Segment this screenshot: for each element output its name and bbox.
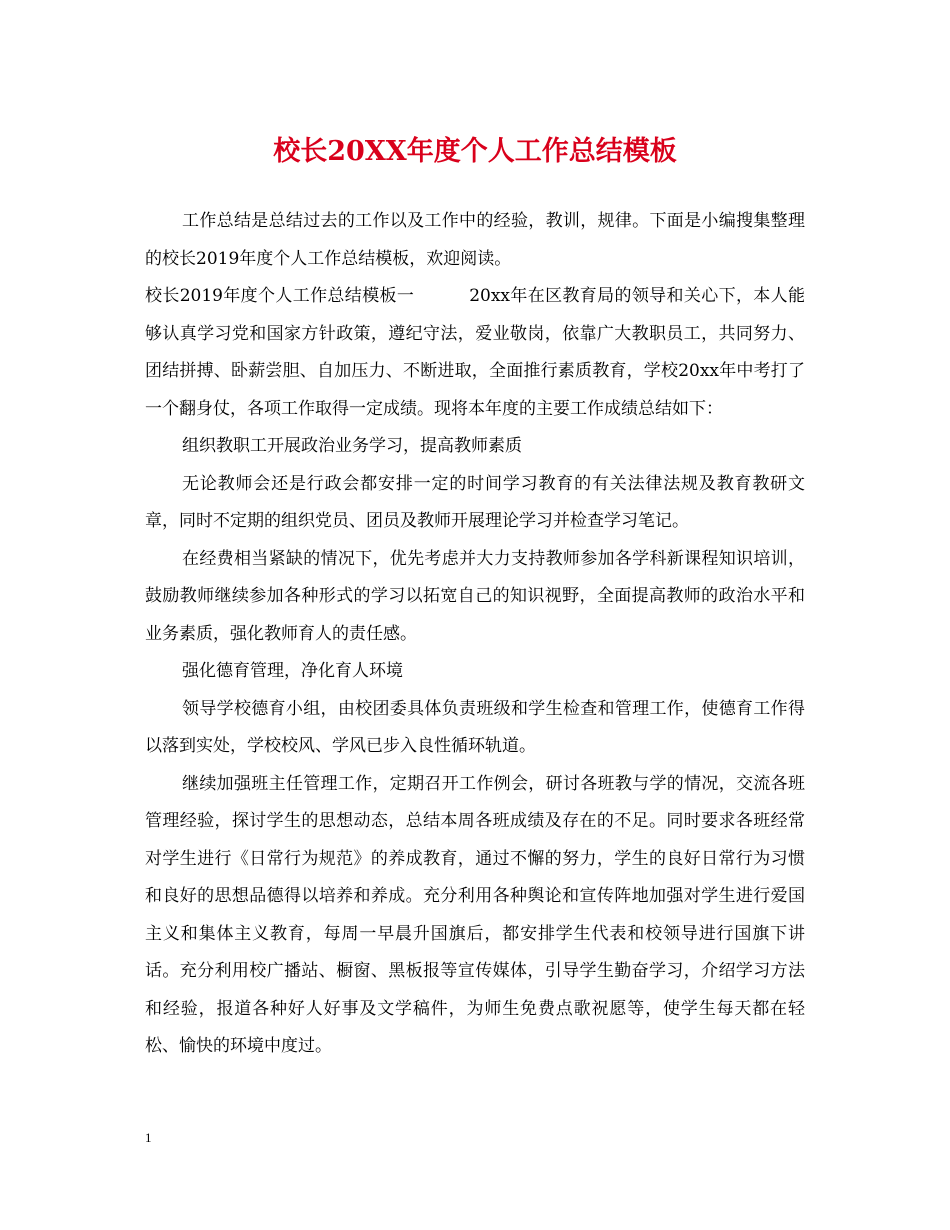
section-heading: 校长2019年度个人工作总结模板一 xyxy=(145,286,415,306)
page-number: 1 xyxy=(145,1130,152,1145)
paragraph-2: 在经费相当紧缺的情况下，优先考虑并大力支持教师参加各学科新课程知识培训，鼓励教师继续参加各种形式的学习以拓宽自己的知识视野，全面提高教师的政治水平和业务素质，强化教师育人的责任感。 xyxy=(145,548,805,644)
section-lead-text: 20xx年在区教育局的领导和关心下，本人能够认真学习党和国家方针政策，遵纪守法，爱业敬岗，依靠广大教职员工，共同努力、团结拼搏、卧薪尝胆、自加压力、不断进取，全面推行素质教育，学校20xx年中考打了一个翻身仗，各项工作取得一定成绩。现将本年度的主要工作成绩总结如下： xyxy=(145,286,805,419)
paragraph-4: 继续加强班主任管理工作，定期召开工作例会，研讨各班教与学的情况，交流各班管理经验，探讨学生的思想动态，总结本周各班成绩及存在的不足。同时要求各班经常对学生进行《日常行为规范》的养成教育，通过不懈的努力，学生的良好日常行为习惯和良好的思想品德得以培养和养成。充分利用各种舆论和宣传阵地加强对学生进行爱国主义和集体主义教育，每周一早晨升国旗后，都安排学生代表和校领导进行国旗下讲话。充分利用校广播站、橱窗、黑板报等宣传媒体，引导学生勤奋学习，介绍学习方法和经验，报道各种好人好事及文学稿件，为师生免费点歌祝愿等，使学生每天都在轻松、愉快的环境中度过。 xyxy=(145,773,805,1056)
subheading-2: 强化德育管理，净化育人环境 xyxy=(182,661,403,681)
intro-paragraph: 工作总结是总结过去的工作以及工作中的经验，教训，规律。下面是小编搜集整理的校长2019年度个人工作总结模板，欢迎阅读。 xyxy=(145,211,805,269)
paragraph-1: 无论教师会还是行政会都安排一定的时间学习教育的有关法律法规及教育教研文章，同时不定期的组织党员、团员及教师开展理论学习并检查学习笔记。 xyxy=(145,473,805,531)
paragraph-3: 领导学校德育小组，由校团委具体负责班级和学生检查和管理工作，使德育工作得以落到实处，学校校风、学风已步入良性循环轨道。 xyxy=(145,698,805,756)
subheading-1: 组织教职工开展政治业务学习，提高教师素质 xyxy=(182,436,522,456)
document-title: 校长20XX年度个人工作总结模板 xyxy=(273,136,677,167)
section-paragraph xyxy=(145,278,805,428)
document-body xyxy=(145,203,805,1066)
